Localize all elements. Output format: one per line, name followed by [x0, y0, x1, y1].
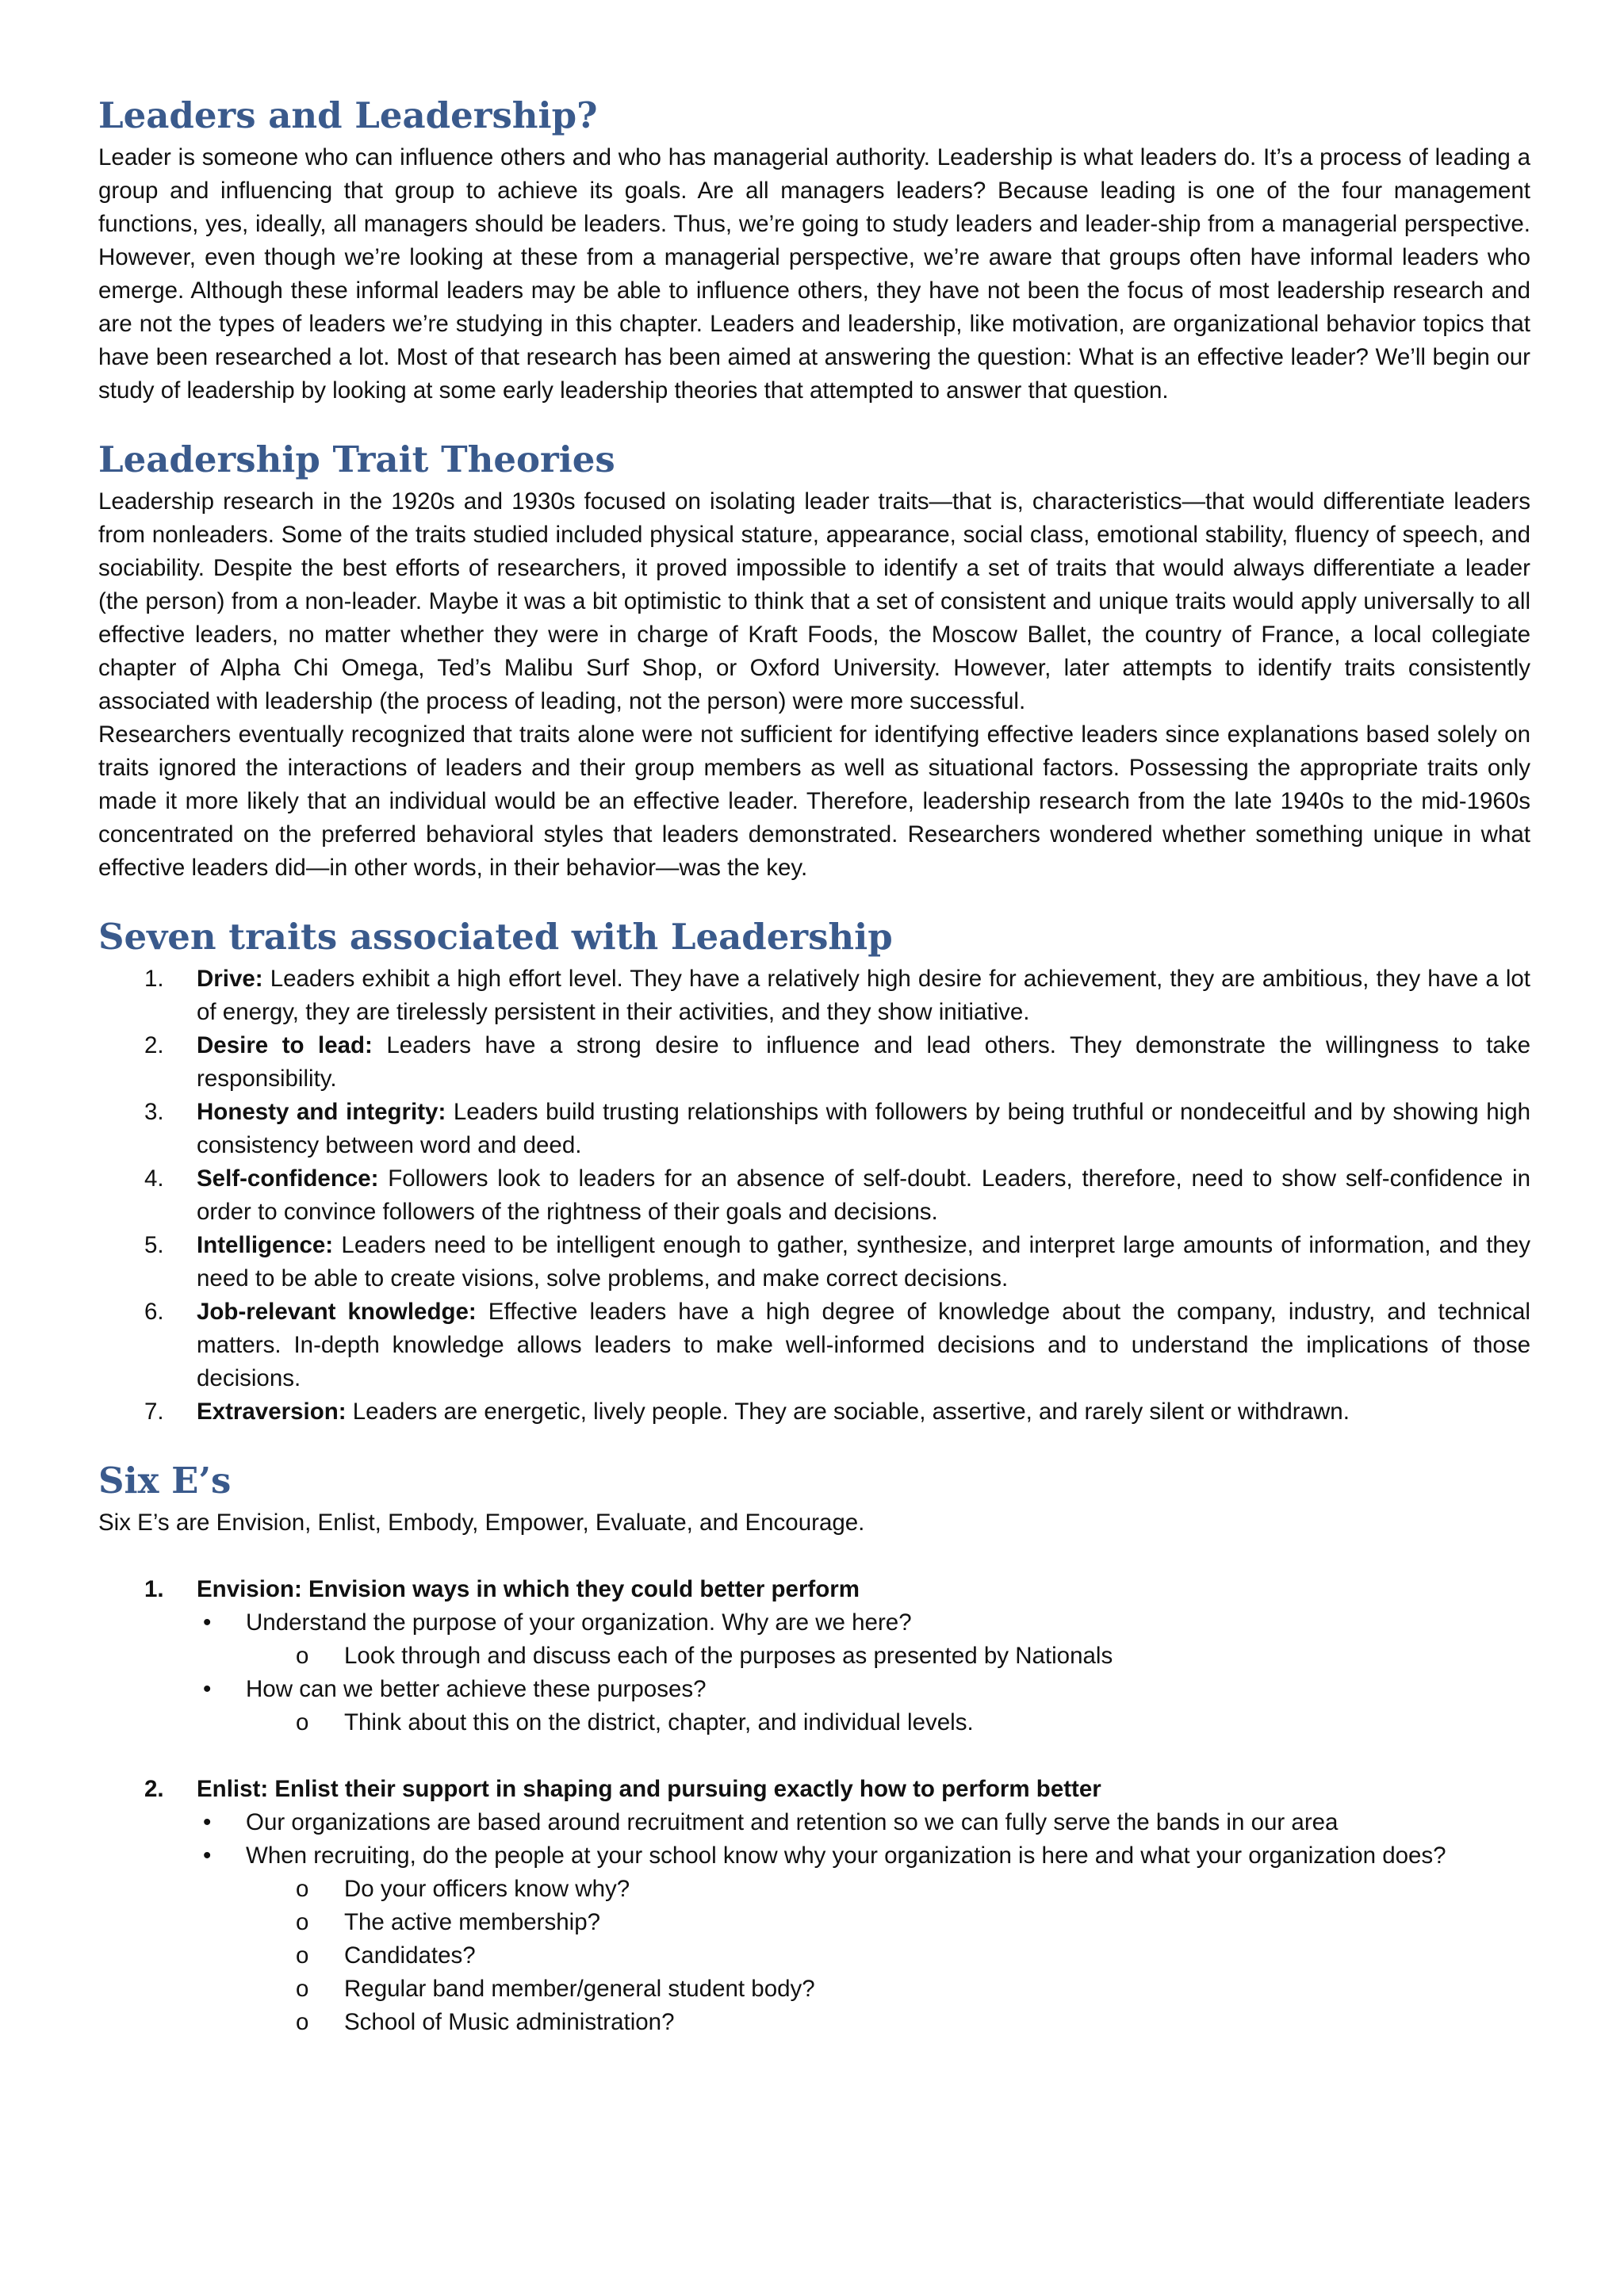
list-item: 7. Extraversion: Leaders are energetic, lively people. They are sociable, assertive, and rarely silent or withdrawn. — [144, 1399, 1350, 1425]
trait-text: Leaders build trusting relationships with followers by being truthful or nondeceitful and by showing high consistency between word and deed. — [197, 1099, 1531, 1158]
list-item: 4. Self-confidence: Followers look to leaders for an absence of self-doubt. Leaders, therefore, need to show self-confidence in order to convince followers of the rightness of their goals and decisions. — [144, 1165, 1530, 1225]
section-seven-traits — [98, 915, 1530, 1429]
trait-text: Leaders have a strong desire to influence and lead others. They demonstrate the willingness to take responsibility. — [197, 1032, 1530, 1092]
trait-text: Followers look to leaders for an absence of self-doubt. Leaders, therefore, need to show self-confidence in order to convince followers of the rightness of their goals and decisions. — [197, 1165, 1530, 1225]
trait-term: Drive: — [197, 966, 263, 992]
list-item: o Regular band member/general student body? — [98, 1973, 1530, 2006]
list-item: o Do your officers know why? — [98, 1873, 1530, 1906]
trait-term: Intelligence: — [197, 1232, 334, 1258]
bullet-icon: • — [203, 1843, 212, 1869]
list-item: o The active membership? — [98, 1906, 1530, 1939]
circle-bullet-icon: o — [296, 1709, 309, 1735]
trait-term: Extraversion: — [197, 1399, 347, 1425]
list-item: o Look through and discuss each of the purposes as presented by Nationals — [98, 1640, 1530, 1673]
trait-text: Leaders are energetic, lively people. They are sociable, assertive, and rarely silent or withdrawn. — [346, 1399, 1350, 1425]
bullet-icon: • — [203, 1676, 212, 1702]
list-item: o Candidates? — [98, 1939, 1530, 1973]
list-item: 5. Intelligence: Leaders need to be intelligent enough to gather, synthesize, and interpret large amounts of information, and they need to be able to create visions, solve problems, and make correct decisions. — [144, 1232, 1530, 1292]
trait-term: Job-relevant knowledge: — [197, 1299, 477, 1325]
bullet-icon: • — [203, 1609, 212, 1636]
heading-six-es: Six E’s — [98, 1460, 232, 1502]
list-item: • When recruiting, do the people at your school know why your organization is here and what your organization does? — [98, 1839, 1530, 1873]
trait-text: Leaders exhibit a high effort level. They have a relatively high desire for achievement, they are ambitious, they have a lot of energy, they are tirelessly persistent in their activities, and they show initiative. — [197, 966, 1530, 1025]
circle-bullet-icon: o — [296, 1876, 309, 1902]
heading-leaders-and-leadership: Leaders and Leadership? — [98, 94, 598, 136]
circle-bullet-icon: o — [296, 1643, 309, 1669]
envision-item — [98, 1573, 1530, 1739]
leaders-paragraph: Leader is someone who can influence others and who has managerial authority. Leadership is what leaders do. It’s a process of leading a group and influencing that group to achieve its goals. Are all managers leaders? Because leading is one of the four management functions, yes, ideally, all managers should be leaders. Thus, we’re going to study leaders and leader-ship from a managerial perspective. However, even though we’re looking at these from a managerial perspective, we’re aware that groups often have informal leaders who emerge. Although these informal leaders may be able to influence others, they have not been the focus of most leadership research and are not the types of leaders we’re studying in this chapter. Leaders and leadership, like motivation, are organizational behavior topics that have been researched a lot. Most of that research has been aimed at answering the question: What is an effective leader? We’ll begin our study of leadership by looking at some early leadership theories that attempted to answer that question. — [98, 144, 1530, 404]
section-trait-theories — [98, 438, 1530, 885]
list-item: • Our organizations are based around recruitment and retention so we can fully serve the bands in our area — [98, 1806, 1530, 1839]
circle-bullet-icon: o — [296, 1976, 309, 2002]
trait-text: Effective leaders have a high degree of knowledge about the company, industry, and technical matters. In-depth knowledge allows leaders to make well-informed decisions and to understand the implications of those decisions. — [197, 1299, 1530, 1391]
trait-term: Self-confidence: — [197, 1165, 379, 1192]
list-item: 2. Desire to lead: Leaders have a strong desire to influence and lead others. They demonstrate the willingness to take responsibility. — [144, 1032, 1530, 1092]
trait-text: Leaders need to be intelligent enough to gather, synthesize, and interpret large amounts of information, and they need to be able to create visions, solve problems, and make correct decisions. — [197, 1232, 1530, 1292]
list-item: o School of Music administration? — [98, 2006, 1530, 2039]
list-item: • Understand the purpose of your organization. Why are we here? — [98, 1606, 1530, 1640]
list-item: • How can we better achieve these purposes? — [98, 1673, 1530, 1706]
envision-heading: 1. Envision: Envision ways in which they could better perform — [144, 1576, 860, 1602]
section-six-es — [98, 1459, 1530, 2039]
list-item: 6. Job-relevant knowledge: Effective leaders have a high degree of knowledge about the company, industry, and technical matters. In-depth knowledge allows leaders to make well-informed decisions and to understand the implications of those decisions. — [144, 1299, 1530, 1391]
document-page — [98, 94, 1530, 2072]
bullet-icon: • — [203, 1809, 212, 1835]
trait-term: Honesty and integrity: — [197, 1099, 446, 1125]
list-item: 3. Honesty and integrity: Leaders build trusting relationships with followers by being truthful or nondeceitful and by showing high consistency between word and deed. — [144, 1099, 1531, 1158]
enlist-item — [98, 1773, 1530, 2039]
heading-seven-traits: Seven traits associated with Leadership — [98, 916, 893, 958]
list-item: 1. Drive: Leaders exhibit a high effort level. They have a relatively high desire for achievement, they are ambitious, they have a lot of energy, they are tirelessly persistent in their activities, and they show initiative. — [144, 966, 1530, 1025]
trait-theories-paragraph-2: Researchers eventually recognized that traits alone were not sufficient for identifying effective leaders since explanations based solely on traits ignored the interactions of leaders and their group members as well as situational factors. Possessing the appropriate traits only made it more likely that an individual would be an effective leader. Therefore, leadership research from the late 1940s to the mid-1960s concentrated on the preferred behavioral styles that leaders demonstrated. Researchers wondered whether something unique in what effective leaders did—in other words, in their behavior—was the key. — [98, 721, 1530, 881]
enlist-heading: 2. Enlist: Enlist their support in shaping and pursuing exactly how to perform better — [144, 1776, 1101, 1802]
section-leaders-and-leadership — [98, 94, 1530, 408]
list-item: o Think about this on the district, chapter, and individual levels. — [98, 1706, 1530, 1739]
circle-bullet-icon: o — [296, 1942, 309, 1969]
heading-trait-theories: Leadership Trait Theories — [98, 438, 615, 480]
trait-theories-paragraph-1: Leadership research in the 1920s and 1930s focused on isolating leader traits—that is, characteristics—that would differentiate leaders from nonleaders. Some of the traits studied included physical stature, appearance, social class, emotional stability, fluency of speech, and sociability. Despite the best efforts of researchers, it proved impossible to identify a set of traits that would always differentiate a leader (the person) from a non-leader. Maybe it was a bit optimistic to think that a set of consistent and unique traits would apply universally to all effective leaders, no matter whether they were in charge of Kraft Foods, the Moscow Ballet, the country of France, a local collegiate chapter of Alpha Chi Omega, Ted’s Malibu Surf Shop, or Oxford University. However, later attempts to identify traits consistently associated with leadership (the process of leading, not the person) were more successful. — [98, 488, 1530, 714]
trait-term: Desire to lead: — [197, 1032, 373, 1058]
circle-bullet-icon: o — [296, 1909, 309, 1935]
six-es-intro: Six E’s are Envision, Enlist, Embody, Empower, Evaluate, and Encourage. — [98, 1510, 865, 1536]
circle-bullet-icon: o — [296, 2009, 309, 2035]
seven-traits-list — [98, 962, 1530, 1429]
